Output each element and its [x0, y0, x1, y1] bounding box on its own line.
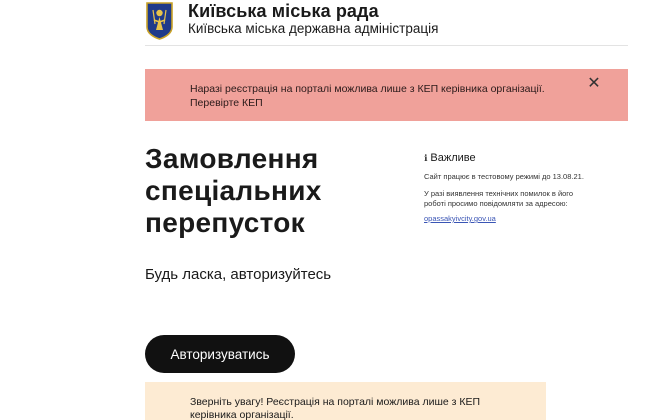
warning-text: Зверніть увагу! Реєстрація на порталі можлива лише з КЕП керівника організації. — [190, 396, 481, 420]
support-email-link[interactable]: opassakyivcity.gov.ua — [424, 214, 496, 223]
important-notice — [424, 152, 634, 226]
notice-heading-row — [424, 152, 634, 164]
close-icon[interactable]: ✕ — [587, 75, 601, 92]
org-subtitle: Київська міська державна адміністрація — [188, 21, 439, 36]
notice-test-mode-text: Сайт працює в тестовому режимі до 13.08.21. — [424, 172, 584, 181]
kep-alert-banner — [145, 69, 628, 121]
kyiv-coat-of-arms-icon[interactable] — [145, 1, 174, 40]
auth-prompt: Будь ласка, авторизуйтесь — [145, 266, 332, 283]
authorize-button[interactable]: Авторизуватись — [145, 335, 295, 373]
page-title: Замовлення спеціальних перепусток — [145, 143, 322, 238]
kep-warning-box — [145, 382, 546, 420]
notice-heading: Важливе — [430, 152, 476, 164]
notice-report-text: У разі виявлення технічних помилок в його роботі просимо повідомляти за адресою: — [424, 189, 574, 208]
org-name[interactable]: Київська міська рада — [188, 1, 379, 21]
info-icon: ℹ — [424, 152, 428, 163]
alert-text: Наразі реєстрація на порталі можлива лише з КЕП керівника організації. Перевірте КЕП — [190, 83, 545, 109]
site-header — [145, 0, 628, 46]
